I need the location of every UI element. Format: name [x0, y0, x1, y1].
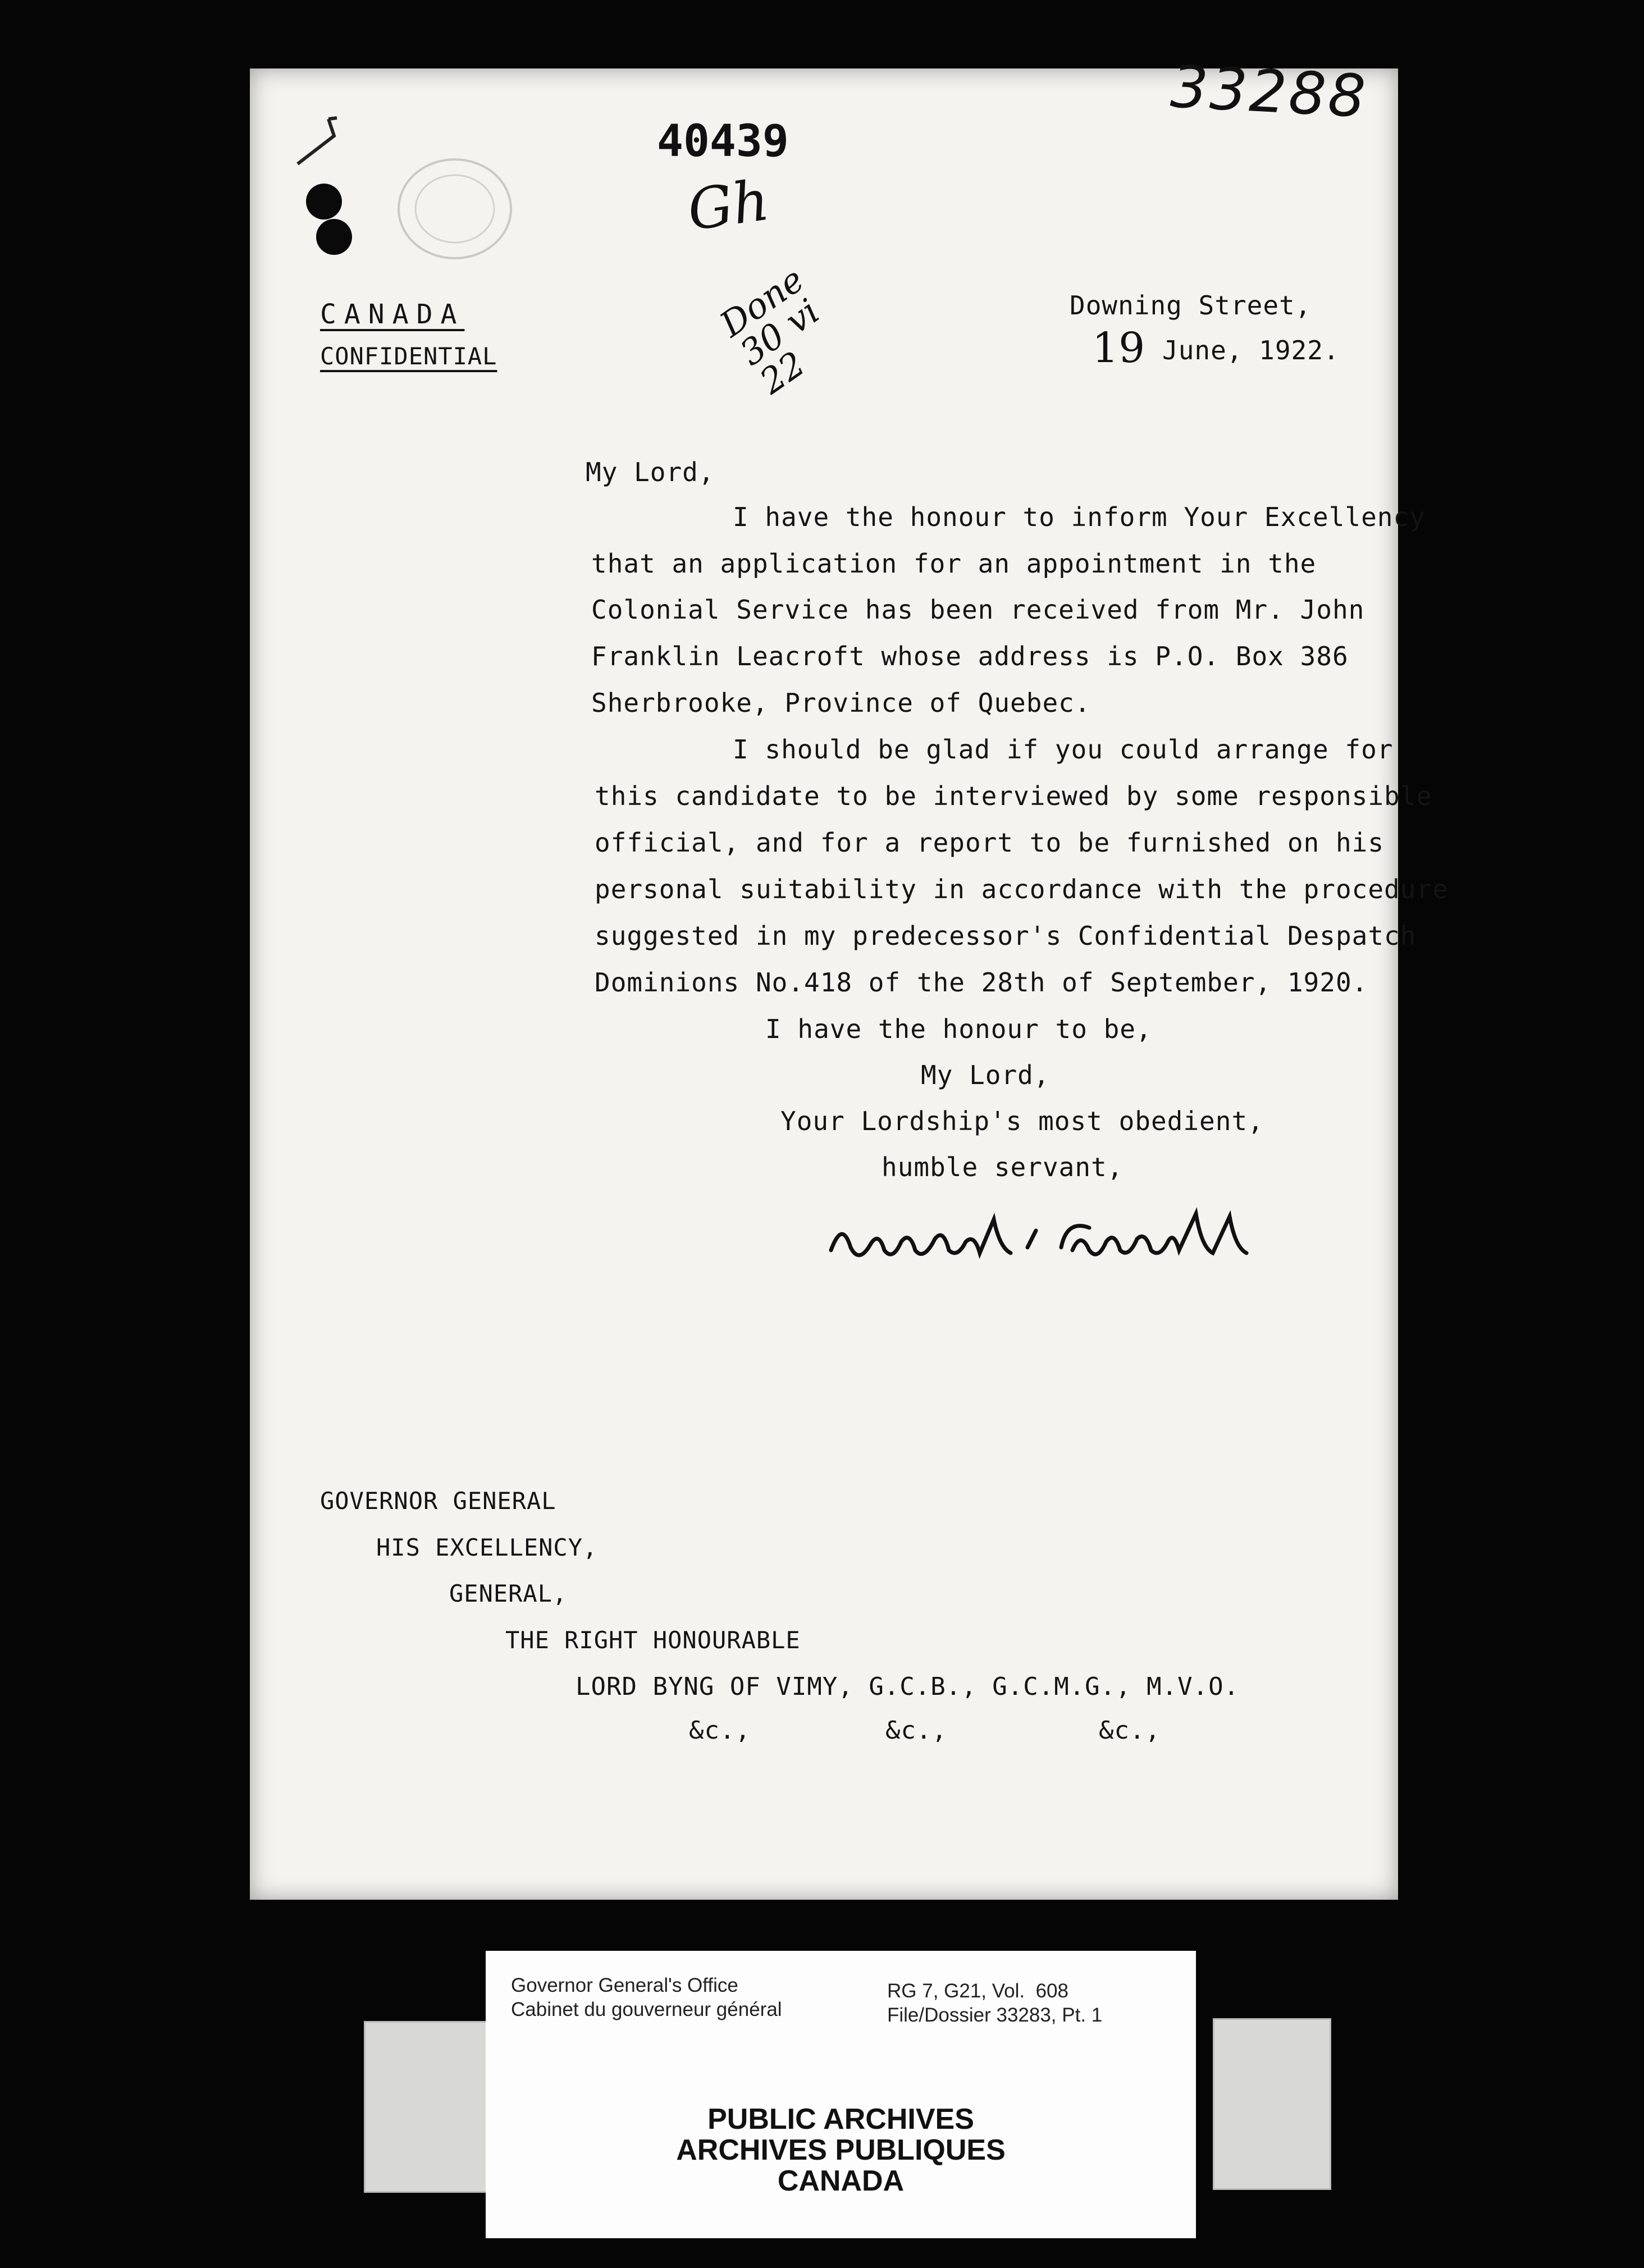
closing-line: I have the honour to be, — [765, 1014, 1152, 1044]
closing-line: My Lord, — [921, 1060, 1050, 1090]
addressee-etc: &c., — [1099, 1716, 1161, 1745]
closing-line: Your Lordship's most obedient, — [780, 1106, 1264, 1136]
addressee-line: HIS EXCELLENCY, — [376, 1534, 598, 1561]
office-fr: Cabinet du gouverneur général — [511, 1999, 782, 2020]
body-line: this candidate to be interviewed by some responsible — [595, 781, 1433, 811]
country-heading: CANADA — [320, 299, 465, 330]
office-en: Governor General's Office — [511, 1974, 738, 1996]
body-line: that an application for an appointment in the — [591, 548, 1317, 579]
body-line: Colonial Service has been received from Mr. John — [591, 595, 1365, 625]
body-line: suggested in my predecessor's Confidential Despatch — [595, 921, 1417, 951]
date-text: June, 1922. — [1162, 335, 1340, 365]
punch-hole-1 — [306, 184, 342, 220]
addressee-etc: &c., — [689, 1716, 751, 1745]
label-tab-left — [364, 2021, 499, 2193]
salutation: My Lord, — [586, 457, 715, 487]
archive-file: File/Dossier 33283, Pt. 1 — [887, 2004, 1103, 2026]
corner-mark-icon — [295, 102, 373, 170]
label-tab-right — [1213, 2018, 1331, 2190]
body-line: personal suitability in accordance with the procedure — [595, 874, 1449, 904]
sender-address: Downing Street, — [1070, 290, 1312, 321]
archives-fr: ARCHIVES PUBLIQUES — [676, 2134, 1006, 2166]
classification-heading: CONFIDENTIAL — [320, 342, 497, 370]
body-line: official, and for a report to be furnished on his — [595, 827, 1385, 858]
body-line: I have the honour to inform Your Excellency — [733, 502, 1426, 532]
letter-page — [250, 52, 1449, 1900]
addressee-line: GENERAL, — [449, 1580, 568, 1607]
archives-country: CANADA — [777, 2165, 905, 2197]
body-line: Dominions No.418 of the 28th of September, 1920. — [595, 967, 1368, 998]
closing-line: humble servant, — [882, 1152, 1124, 1182]
date-day: 19 — [1092, 324, 1145, 372]
addressee-etc: &c., — [885, 1716, 947, 1745]
initials-note: Gh — [683, 167, 773, 244]
addressee-line: THE RIGHT HONOURABLE — [505, 1626, 801, 1654]
handwritten-signature — [825, 1197, 1269, 1287]
archives-en: PUBLIC ARCHIVES — [707, 2103, 974, 2136]
archive-reference: RG 7, G21, Vol. 608 — [887, 1980, 1068, 2002]
body-line: Sherbrooke, Province of Quebec. — [591, 688, 1091, 718]
registry-number-stamp: 40439 — [657, 116, 789, 167]
addressee-line: LORD BYNG OF VIMY, G.C.B., G.C.M.G., M.V.O. — [576, 1672, 1240, 1701]
embossed-seal-icon — [393, 153, 517, 265]
body-line: I should be glad if you could arrange for — [733, 734, 1394, 765]
body-line: Franklin Leacroft whose address is P.O. Box 386 — [591, 641, 1349, 671]
addressee-line: GOVERNOR GENERAL — [320, 1487, 556, 1515]
file-number-stamp: 33288 — [1169, 52, 1369, 131]
done-note: Done 30 vi 22 — [713, 258, 827, 403]
archive-label — [486, 1951, 1196, 2238]
punch-hole-2 — [316, 219, 352, 255]
